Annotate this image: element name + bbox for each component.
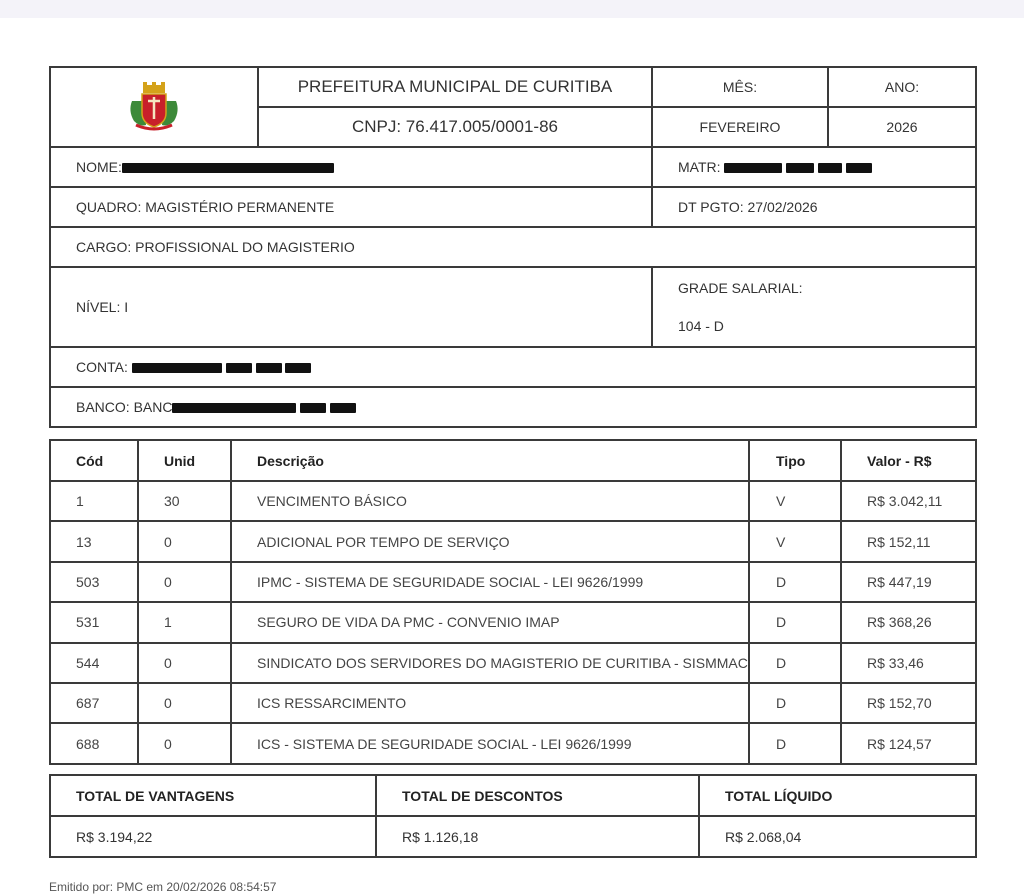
cell-unid: 1 <box>138 602 231 642</box>
table-row <box>50 562 976 602</box>
matr-label: MATR: <box>678 159 721 175</box>
col-header-unid: Unid <box>138 440 231 481</box>
mes-value: FEVEREIRO <box>652 107 828 147</box>
ano-label: ANO: <box>828 67 976 107</box>
banco-cell <box>50 387 976 427</box>
cell-descricao: VENCIMENTO BÁSICO <box>231 481 749 521</box>
items-header-row <box>50 440 976 481</box>
totals-table <box>49 774 977 858</box>
cell-descricao: ICS - SISTEMA DE SEGURIDADE SOCIAL - LEI 9626/1999 <box>231 723 749 763</box>
quadro: QUADRO: MAGISTÉRIO PERMANENTE <box>50 187 652 227</box>
redaction-bar <box>172 403 296 413</box>
conta-label: CONTA: <box>76 359 128 375</box>
crest-cell <box>50 67 258 147</box>
col-header-valor: Valor - R$ <box>841 440 976 481</box>
items-table <box>49 439 977 765</box>
cell-valor: R$ 447,19 <box>841 562 976 602</box>
cell-tipo: D <box>749 723 841 763</box>
table-row <box>50 481 976 521</box>
ano-value: 2026 <box>828 107 976 147</box>
cargo: CARGO: PROFISSIONAL DO MAGISTERIO <box>50 227 976 267</box>
org-name: PREFEITURA MUNICIPAL DE CURITIBA <box>258 67 652 107</box>
matr-cell <box>652 147 976 187</box>
table-row <box>50 602 976 642</box>
cell-unid: 0 <box>138 683 231 723</box>
total-liquido-value: R$ 2.068,04 <box>699 816 976 857</box>
redaction-bar <box>285 363 311 373</box>
redaction-bar <box>256 363 282 373</box>
cell-unid: 0 <box>138 643 231 683</box>
cell-descricao: ICS RESSARCIMENTO <box>231 683 749 723</box>
cell-cod: 688 <box>50 723 138 763</box>
cell-tipo: V <box>749 521 841 561</box>
cell-descricao: SINDICATO DOS SERVIDORES DO MAGISTERIO DE CURITIBA - SISMMAC <box>231 643 749 683</box>
cell-cod: 1 <box>50 481 138 521</box>
redaction-bar <box>122 163 334 173</box>
dt-pgto: DT PGTO: 27/02/2026 <box>652 187 976 227</box>
redaction-bar <box>330 403 356 413</box>
emission-footer: Emitido por: PMC em 20/02/2026 08:54:57 <box>49 880 277 894</box>
total-descontos-value: R$ 1.126,18 <box>376 816 699 857</box>
grade-value: 104 - D <box>678 318 724 334</box>
total-liquido-label: TOTAL LÍQUIDO <box>699 775 976 816</box>
cell-descricao: SEGURO DE VIDA DA PMC - CONVENIO IMAP <box>231 602 749 642</box>
redaction-bar <box>818 163 842 173</box>
cell-tipo: V <box>749 481 841 521</box>
redaction-bar <box>300 403 326 413</box>
cell-valor: R$ 3.042,11 <box>841 481 976 521</box>
table-row <box>50 723 976 763</box>
cell-cod: 531 <box>50 602 138 642</box>
cell-descricao: IPMC - SISTEMA DE SEGURIDADE SOCIAL - LEI 9626/1999 <box>231 562 749 602</box>
cell-unid: 0 <box>138 521 231 561</box>
redaction-bar <box>226 363 252 373</box>
viewer-top-bar <box>0 0 1024 18</box>
cell-valor: R$ 33,46 <box>841 643 976 683</box>
cell-cod: 687 <box>50 683 138 723</box>
cell-unid: 0 <box>138 723 231 763</box>
mes-label: MÊS: <box>652 67 828 107</box>
cell-cod: 503 <box>50 562 138 602</box>
table-row <box>50 683 976 723</box>
cell-valor: R$ 368,26 <box>841 602 976 642</box>
cell-valor: R$ 152,70 <box>841 683 976 723</box>
table-row <box>50 521 976 561</box>
cell-unid: 30 <box>138 481 231 521</box>
cell-valor: R$ 124,57 <box>841 723 976 763</box>
cell-unid: 0 <box>138 562 231 602</box>
redaction-bar <box>132 363 222 373</box>
grade-label: GRADE SALARIAL: <box>678 280 803 296</box>
total-vantagens-value: R$ 3.194,22 <box>50 816 376 857</box>
col-header-tipo: Tipo <box>749 440 841 481</box>
cell-tipo: D <box>749 643 841 683</box>
banco-label: BANCO: BANC <box>76 399 173 415</box>
nome-cell <box>50 147 652 187</box>
cell-tipo: D <box>749 683 841 723</box>
curitiba-coat-of-arms-icon <box>126 81 182 133</box>
cell-tipo: D <box>749 602 841 642</box>
grade-cell <box>652 267 976 347</box>
total-descontos-label: TOTAL DE DESCONTOS <box>376 775 699 816</box>
col-header-descricao: Descrição <box>231 440 749 481</box>
redaction-bar <box>724 163 782 173</box>
redaction-bar <box>786 163 814 173</box>
conta-cell <box>50 347 976 387</box>
header-table <box>49 66 977 428</box>
cell-cod: 13 <box>50 521 138 561</box>
cell-tipo: D <box>749 562 841 602</box>
total-vantagens-label: TOTAL DE VANTAGENS <box>50 775 376 816</box>
cell-valor: R$ 152,11 <box>841 521 976 561</box>
redaction-bar <box>846 163 872 173</box>
table-row <box>50 643 976 683</box>
col-header-cod: Cód <box>50 440 138 481</box>
nivel: NÍVEL: I <box>50 267 652 347</box>
cell-descricao: ADICIONAL POR TEMPO DE SERVIÇO <box>231 521 749 561</box>
cell-cod: 544 <box>50 643 138 683</box>
nome-label: NOME: <box>76 159 122 175</box>
cnpj: CNPJ: 76.417.005/0001-86 <box>258 107 652 147</box>
